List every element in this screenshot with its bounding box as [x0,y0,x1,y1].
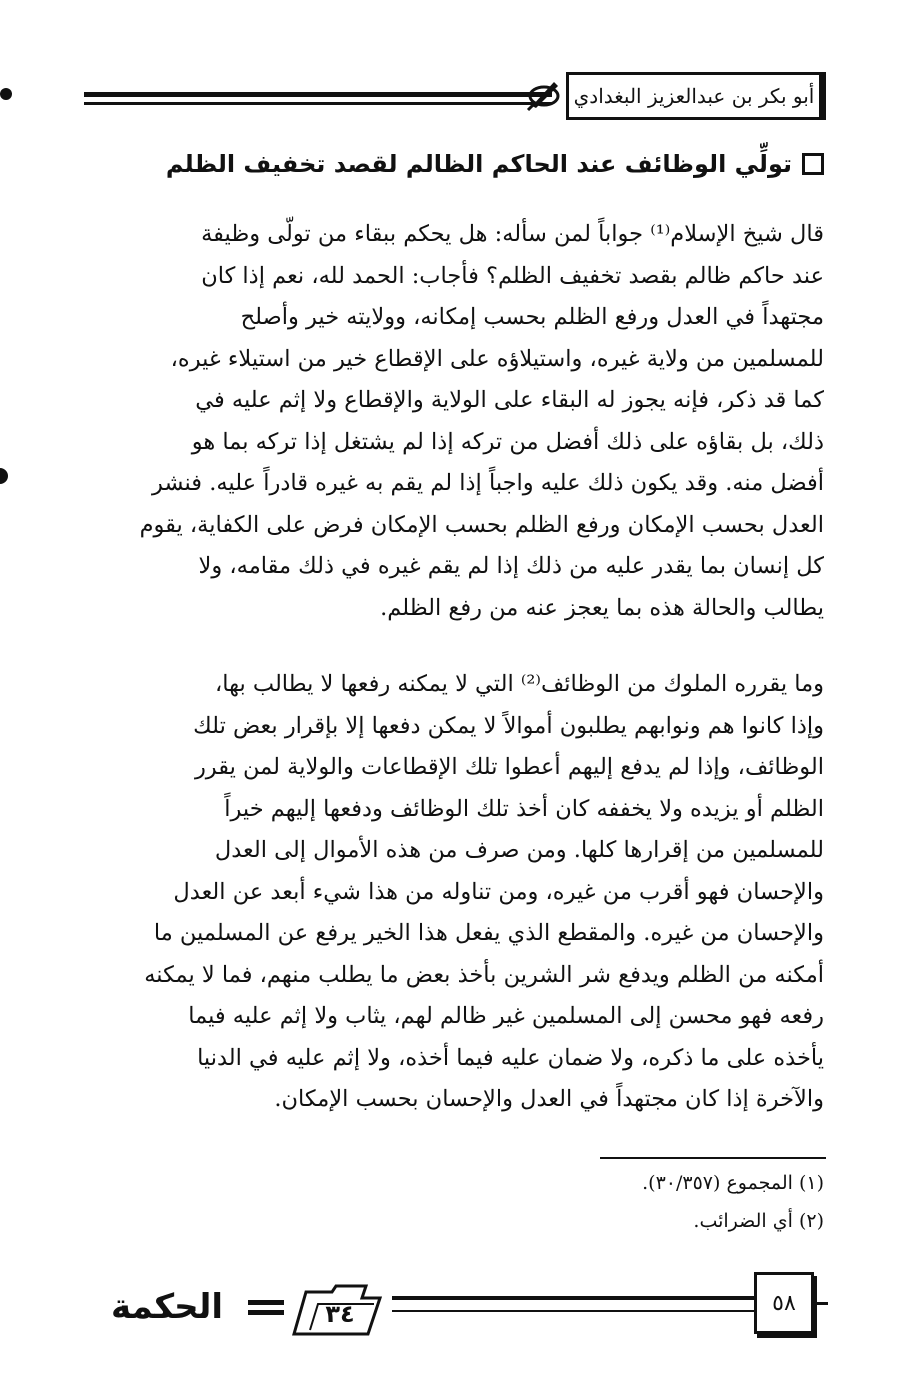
text-line: وإذا كانوا هم ونوابهم يطلبون أموالاً لا يمكن دفعها إلا بإقرار بعض تلك [193,712,824,739]
text-line: مجتهداً في العدل ورفع الظلم بحسب إمكانه، وولايته خير وأصلح [240,304,824,330]
author-name: أبو بكر بن عبدالعزيز البغدادي [573,84,815,108]
margin-dot [0,88,12,100]
paragraph-1 [84,214,824,629]
text-line: وما يقرره الملوك من الوظائف⁽²⁾ التي لا يمكنه رفعها لا يطالب بها، [214,671,824,697]
text-line: كل إنسان بما يقدر عليه من ذلك إذا لم يقم غيره في ذلك مقامه، ولا [198,553,824,579]
section-title: تولِّي الوظائف عند الحاكم الظالم لقصد تخفيف الظلم [165,150,792,178]
text-line: العدل بحسب الإمكان ورفع الظلم بحسب الإمكان فرض على الكفاية، يقوم [139,511,824,538]
text-line: أفضل منه. وقد يكون ذلك عليه واجباً إذا لم يقم به غيره قادراً عليه. فنشر [152,470,824,496]
running-header-author [566,72,822,120]
issue-badge [288,1278,384,1338]
quill-emblem-icon [520,74,568,114]
footnote-rule [600,1157,826,1159]
text-line: قال شيخ الإسلام⁽¹⁾ جواباً لمن سأله: هل يحكم ببقاء من تولّى وظيفة [201,221,824,247]
section-heading [124,144,824,184]
text-line: رفعه فهو محسن إلى المسلمين غير ظالم لهم، يثاب ولا إثم عليه فيما [188,1003,824,1029]
page-number: ٥٨ [772,1290,796,1316]
issue-number: ٣٤ [325,1300,355,1328]
text-line: للمسلمين من ولاية غيره، واستيلاؤه على الإقطاع خير من استيلاء غيره، [170,345,824,372]
text-line: ذلك، بل بقاؤه على ذلك أفضل من تركه إذا لم يشتغل إذا تركه بما هو [191,428,824,455]
margin-mark [0,468,8,484]
paragraph-2 [84,664,824,1121]
footer-rule [392,1296,754,1300]
text-line: والآخرة إذا كان مجتهداً في العدل والإحسان بحسب الإمكان. [274,1086,824,1112]
page-number-box [754,1272,814,1334]
text-line: الوظائف، وإذا لم يدفع إليهم أعطوا تلك الإقطاعات والولاية لمن يقرر [194,754,824,780]
text-line: والإحسان فهو أقرب من غيره، ومن تناوله من هذا شيء أبعد عن العدل [173,878,824,905]
double-bar-icon [248,1298,284,1318]
header-rule [84,102,552,105]
footnote-1: (١) المجموع (٣٠/٣٥٧). [642,1172,824,1194]
footer-rule [392,1310,754,1312]
magazine-logo: الحكمة [110,1287,224,1327]
text-line: عند حاكم ظالم بقصد تخفيف الظلم؟ فأجاب: الحمد لله، نعم إذا كان [201,262,824,289]
text-line: الظلم أو يزيده ولا يخففه كان أخذ تلك الوظائف ودفعها إليهم خيراً [224,795,824,822]
text-line: يطالب والحالة هذه بما يعجز عنه من رفع الظلم. [380,594,824,621]
checkbox-icon [802,153,824,175]
text-line: والإحسان من غيره. والمقطع الذي يفعل هذا الخير يرفع عن المسلمين ما [153,920,824,946]
header-rule [84,92,552,97]
footer-tick [814,1302,828,1305]
footnote-2: (٢) أي الضرائب. [693,1210,824,1232]
text-line: للمسلمين من إقرارها كلها. ومن صرف من هذه الأموال إلى العدل [214,837,824,863]
text-line: أمكنه من الظلم ويدفع شر الشرين بأخذ بعض ما يطلب منهم، فما لا يمكنه [144,961,824,988]
text-line: كما قد ذكر، فإنه يجوز له البقاء على الولاية والإقطاع ولا إثم عليه في [195,387,824,413]
text-line: يأخذه على ما ذكره، ولا ضمان عليه فيما أخذه، ولا إثم عليه في الدنيا [197,1044,824,1071]
